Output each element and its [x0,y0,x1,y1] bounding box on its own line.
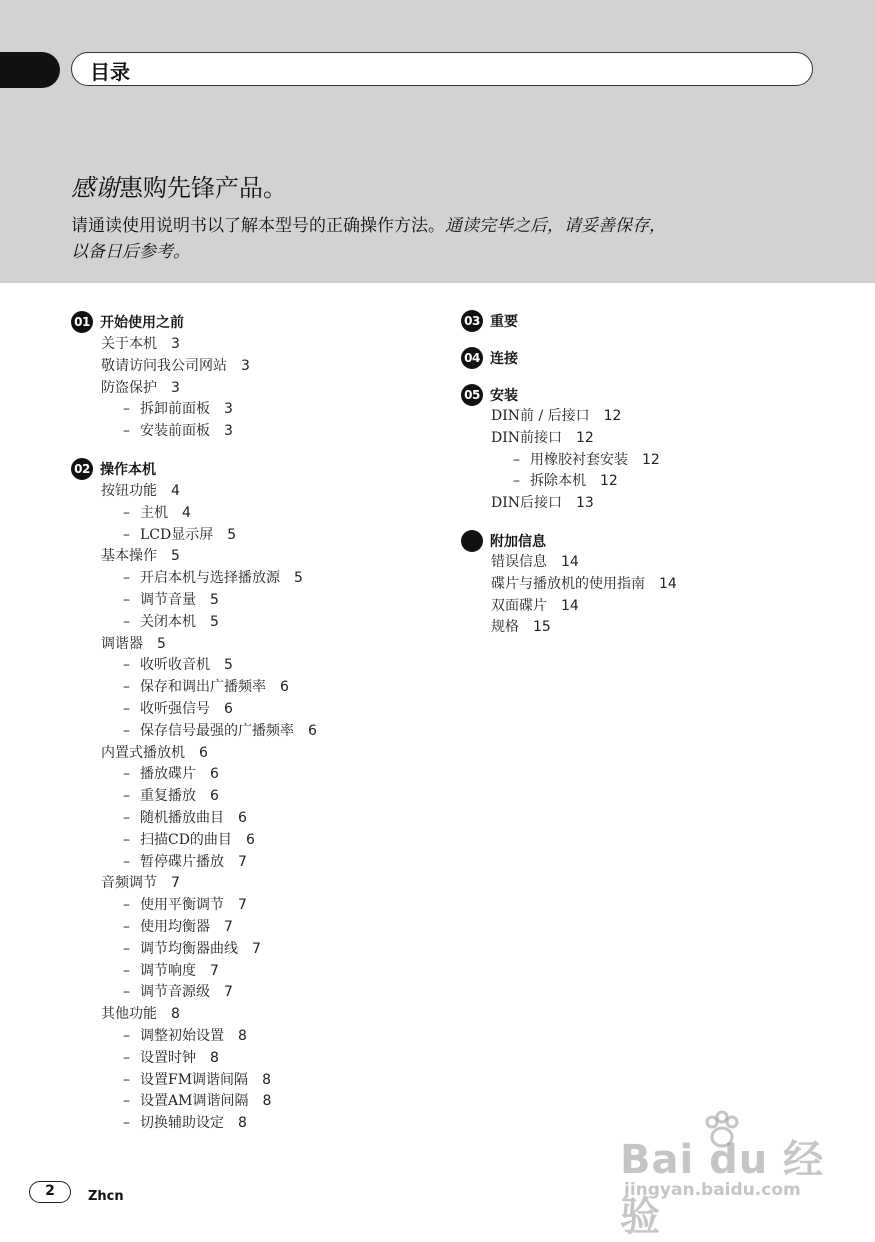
entry-text: 扫描CD的曲目 [140,831,232,848]
dash-bullet: – [123,423,130,440]
section-number-badge: 05 [461,384,483,406]
toc-entry [71,961,441,983]
entry-page: 8 [210,1049,219,1066]
toc-entry [71,634,441,656]
entry-page: 5 [227,526,237,543]
entry-page: 12 [603,408,622,424]
entry-text: 防盗保护 [101,379,157,396]
entry-text: DIN后接口 [491,495,563,512]
toc-right-column [461,310,841,654]
dash-bullet: – [123,613,130,630]
section-title: 安装 [490,388,518,404]
dash-bullet: – [123,918,130,935]
dash-bullet: – [123,401,130,418]
entry-page: 12 [642,451,660,468]
entry-text: 音频调节 [101,875,157,892]
toc-entry [71,399,441,421]
entry-page: 8 [171,1006,180,1023]
entry-page: 7 [224,984,233,1001]
toc-entry [461,617,841,639]
watermark-brand: Bai du 经验 [620,1137,825,1240]
page-title: 目录 [90,60,130,84]
entry-page: 5 [224,657,233,674]
entry-text: 随机播放曲目 [140,809,224,826]
intro-normal: 请通读使用说明书以了解本型号的正确操作方法。 [71,216,445,236]
dash-bullet: – [123,526,130,543]
dash-bullet: – [123,1115,130,1132]
dash-bullet: – [123,962,130,979]
entry-page: 6 [308,722,317,739]
toc-entry [71,481,441,503]
section-heading [71,310,441,334]
dash-bullet: – [123,504,130,521]
toc-entry [71,546,441,568]
entry-text: 收听收音机 [140,657,210,674]
toc-entry [71,1004,441,1026]
toc-entry [71,1048,441,1070]
entry-text: 双面碟片 [491,597,547,614]
baidu-watermark [620,1110,830,1240]
toc-entry [461,493,841,515]
entry-page: 7 [238,853,247,870]
dash-bullet: – [123,679,130,696]
toc-entry [71,525,441,547]
dash-bullet: – [123,766,130,783]
section-title: 附加信息 [490,533,546,550]
entry-page: 6 [245,831,255,848]
entry-page: 12 [576,429,594,446]
toc-entry [71,873,441,895]
section-title: 连接 [490,351,518,367]
entry-text: 重复播放 [140,788,196,805]
toc-entry [71,721,441,743]
entry-page: 4 [171,482,180,499]
toc-entry [71,699,441,721]
entry-page: 3 [224,401,233,418]
toc-entry [461,574,841,596]
toc-entry [461,471,841,493]
entry-text: 设置AM调谐间隔 [140,1093,249,1110]
toc-entry [71,1070,441,1092]
entry-page: 7 [210,962,219,979]
entry-text: 调节音源级 [140,984,210,1001]
entry-text: 调谐器 [101,635,143,652]
dash-bullet: – [123,1071,130,1088]
entry-text: 用橡胶衬套安装 [530,451,628,468]
title-pill [71,52,813,86]
section-title: 开始使用之前 [100,315,184,331]
language-code: Zhcn [88,1189,124,1204]
entry-text: 切换辅助设定 [140,1115,224,1132]
entry-text: 设置时钟 [140,1049,196,1066]
entry-page: 6 [280,679,289,696]
entry-page: 8 [238,1115,247,1132]
intro-paragraph [71,213,801,265]
entry-text: 关于本机 [101,336,157,352]
entry-text: 开启本机与选择播放源 [140,570,280,587]
section-title: 操作本机 [100,461,156,478]
dash-bullet: – [123,657,130,674]
section-heading [461,384,841,406]
dash-bullet: – [123,570,130,587]
chapter-tab-marker [0,52,60,88]
entry-text: 调节响度 [140,962,196,979]
toc-section [461,347,841,369]
toc-section [461,310,841,332]
toc-entry [71,677,441,699]
toc-entry [71,612,441,634]
dash-bullet: – [123,1093,130,1110]
entry-page: 13 [576,495,594,512]
toc-section [461,384,841,515]
dash-bullet: – [123,940,130,957]
entry-page: 6 [210,766,219,783]
toc-entry [71,1091,441,1113]
entry-text: 保存信号最强的广播频率 [140,722,294,739]
entry-page: 7 [171,875,180,892]
entry-page: 6 [238,809,247,826]
entry-page: 3 [171,379,180,396]
entry-page: 5 [171,548,180,565]
entry-text: 设置FM调谐间隔 [140,1071,249,1088]
entry-page: 7 [252,940,261,957]
entry-text: 调节均衡器曲线 [140,940,238,957]
toc-entry [71,655,441,677]
entry-text: 规格 [491,619,519,636]
entry-text: 拆卸前面板 [140,401,210,418]
entry-page: 5 [157,635,166,652]
toc-entry [71,895,441,917]
section-number-badge: 04 [461,347,483,369]
toc-entry [71,830,441,852]
entry-page: 8 [238,1027,247,1044]
entry-text: 调整初始设置 [140,1027,224,1044]
entry-text: DIN前 / 后接口 [491,408,590,424]
entry-text: 敬请访问我公司网站 [101,357,227,374]
toc-section [71,457,441,1135]
section-number-badge [461,530,483,552]
entry-text: 安装前面板 [140,423,210,440]
entry-text: LCD显示屏 [140,526,214,543]
entry-page: 5 [294,570,303,587]
dash-bullet: – [123,897,130,914]
entry-page: 6 [199,744,208,761]
dash-bullet: – [123,591,130,608]
section-number-badge: 01 [71,311,93,333]
entry-page: 6 [224,700,233,717]
toc-entry [71,568,441,590]
toc-entry [71,764,441,786]
entry-text: 关闭本机 [140,613,196,630]
toc-entry [71,421,441,443]
entry-page: 6 [210,788,219,805]
dash-bullet: – [123,788,130,805]
entry-page: 14 [659,575,677,592]
entry-page: 7 [224,918,233,935]
thanks-italic: 感谢 [71,174,119,202]
entry-page: 3 [171,336,180,352]
entry-text: 保存和调出广播频率 [140,679,266,696]
entry-text: 碟片与播放机的使用指南 [491,575,645,592]
entry-text: 主机 [140,504,168,521]
toc-entry [71,743,441,765]
toc-section [71,310,441,443]
toc-section [461,530,841,639]
page-number: 2 [29,1181,71,1203]
entry-text: 使用平衡调节 [140,897,224,914]
entry-page: 5 [210,591,219,608]
toc-entry [71,503,441,525]
toc-entry [461,552,841,574]
toc-entry [71,786,441,808]
toc-entry [461,406,841,428]
toc-entry [71,982,441,1004]
entry-page: 4 [182,504,191,521]
entry-page: 15 [533,619,551,636]
header-band [0,0,875,283]
entry-text: 内置式播放机 [101,744,185,761]
dash-bullet: – [123,1049,130,1066]
section-number-badge: 03 [461,310,483,332]
entry-text: DIN前接口 [491,429,563,446]
section-heading [461,347,841,369]
entry-page: 8 [262,1071,271,1088]
dash-bullet: – [123,809,130,826]
dash-bullet: – [513,451,520,468]
thanks-heading [71,168,287,203]
entry-text: 使用均衡器 [140,918,210,935]
dash-bullet: – [513,473,520,490]
intro-italic-2: 以备日后参考。 [71,242,190,262]
entry-page: 3 [241,357,250,374]
toc-entry [71,356,441,378]
toc-entry [71,1026,441,1048]
dash-bullet: – [123,722,130,739]
entry-text: 播放碟片 [140,766,196,783]
toc-entry [71,590,441,612]
section-number-badge: 02 [71,458,93,480]
dash-bullet: – [123,853,130,870]
toc-entry [71,939,441,961]
entry-page: 14 [561,597,579,614]
section-title: 重要 [490,314,518,330]
toc-entry [71,917,441,939]
entry-text: 拆除本机 [530,473,586,490]
toc-entry [461,596,841,618]
toc-entry [71,1113,441,1135]
dash-bullet: – [123,984,130,1001]
intro-italic-1: 通读完毕之后，请妥善保存， [445,216,666,236]
entry-page: 7 [238,897,247,914]
toc-entry [71,808,441,830]
thanks-rest: 惠购先锋产品。 [119,174,287,202]
entry-text: 暂停碟片播放 [140,853,224,870]
entry-text: 收听强信号 [140,700,210,717]
section-heading [71,457,441,481]
toc-entry [71,378,441,400]
dash-bullet: – [123,1027,130,1044]
section-heading [461,310,841,332]
dash-bullet: – [123,831,130,848]
entry-text: 错误信息 [491,553,547,570]
section-heading [461,530,841,552]
entry-text: 调节音量 [140,591,196,608]
entry-page: 5 [210,613,219,630]
toc-entry [461,450,841,472]
dash-bullet: – [123,700,130,717]
toc-entry [71,852,441,874]
entry-page: 12 [600,473,618,490]
entry-text: 其他功能 [101,1006,157,1023]
entry-page: 3 [224,423,233,440]
entry-text: 按钮功能 [101,482,157,499]
toc-entry [71,334,441,356]
toc-entry [461,428,841,450]
entry-page: 8 [262,1093,272,1110]
toc-left-column [71,310,441,1149]
entry-text: 基本操作 [101,548,157,565]
watermark-url: jingyan.baidu.com [624,1180,801,1200]
entry-page: 14 [561,553,579,570]
